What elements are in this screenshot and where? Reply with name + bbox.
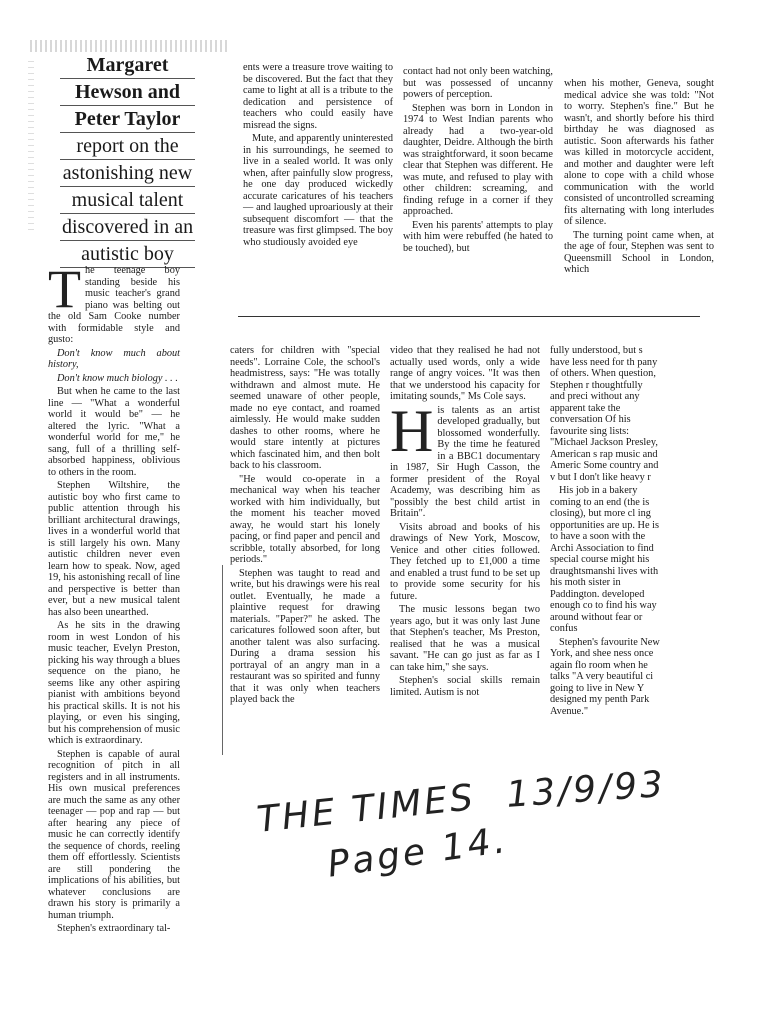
paragraph: fully understood, but s have less need for th pany of others. When question, Stephen r thoughtfully and preci without any apparent take the conversation Of his favourite sing lists: "Michael Jackson Presley, American s rap music and Americ Some country and v but I don't like heavy r [550, 345, 659, 483]
paragraph: "He would co-operate in a mechanical way when his teacher worked with him individually, but the moment his teacher moved away, he would start his lonely pacing, or find paper and pencil and scribble, totally absorbed, for long periods." [230, 473, 380, 565]
paragraph: The turning point came when, at the age of four, Stephen was sent to Queensmill School in London, which [564, 229, 714, 275]
paragraph: caters for children with "special needs". Lorraine Cole, the school's headmistress, says: "He was totally withdrawn and almost mute. He seemed unaware of other people, made no eye contact, and roamed aimlessly. He would make sudden dashes to other rooms, where he would stare intently at pictures which fascinated him, and then bolt back to his classroom. [230, 345, 380, 471]
handwritten-date: 13/9/93 [505, 763, 668, 816]
paragraph: Mute, and apparently uninterested in his surroundings, he seemed to live in a sealed world. It was only when, after painfully slow progress, he one day produced wickedly accurate caricatures of his teachers — and laughed uproariously at their subsequent discomfort — that the treasure was first glimpsed. The boy who studiously avoided eye [243, 133, 393, 248]
paragraph: Stephen's social skills remain limited. Autism is not [390, 675, 540, 698]
article-column-5 [230, 345, 380, 708]
article-column-2 [243, 62, 393, 250]
paragraph: contact had not only been watching, but was possessed of uncanny powers of perception. [403, 66, 553, 100]
headline-line-7: discovered in an [60, 214, 195, 241]
paragraph: Stephen was taught to read and write, but his drawings were his real outlet. Eventually, he made a plaintive request for drawing materials. "Paper?" he asked. The caricatures followed soon after, but another talent was also surfacing. During a drama session his portrayal of an angry man in a restaurant was so spirited and funny that it was only when teachers played back the [230, 567, 380, 705]
headline-line-8: autistic boy [60, 241, 195, 268]
handwritten-page: Page 14. [325, 819, 511, 886]
paragraph: Even his parents' attempts to play with him were rebuffed (he hated to be touched), but [403, 219, 553, 254]
article-column-7-cropped [550, 345, 660, 719]
paragraph: Stephen is capable of aural recognition of pitch in all registers and in all instruments. His own musical preferences are much the same as any other teenager — pop and rap — but after hearing any piece of music he can correctly identify the sequence of chords, reeling them off effortlessly. Scientists are still pondering the implications of his abilities, but whatever conclusions are drawn his story is primarily a human triumph. [48, 748, 180, 921]
article-column-3 [403, 66, 553, 256]
lyric-line: Don't know much biology . . . [57, 372, 178, 384]
drop-cap-h: H [390, 397, 434, 464]
paragraph: Stephen's extraordinary tal- [57, 923, 171, 934]
headline-byline-1: Margaret [60, 52, 195, 79]
section-rule [238, 316, 700, 317]
paragraph: Stephen was born in London in 1974 to West Indian parents who already had a two-year-old daughter, Deidre. Although the birth was straightforward, it soon became clear that Stephen was different. He was mute, and refused to play with other children: screaming, and finding refuge in a corner if they approached. [403, 102, 553, 217]
paragraph: he teenage boy standing beside his music teacher's grand piano was belting out the old Sam Cooke number with formidable style and gusto: [48, 265, 180, 345]
paragraph: is talents as an artist developed gradually, but blossomed wonderfully. By the time he featured in a BBC1 documentary in 1987, Sir Hugh Casson, the former president of the Royal Academy, was describing him as "possibly the best child artist in Britain". [390, 404, 540, 519]
column-marker [222, 565, 223, 755]
article-column-1 [48, 259, 180, 937]
article-column-6 [390, 345, 540, 700]
paragraph: Stephen's favourite New York, and shee ness once again flo room when he talks "A very beautiful ci going to live in New Y designed my penth Park Avenue." [550, 636, 660, 717]
lyric-line: Don't know much about history, [48, 347, 180, 370]
paragraph: As he sits in the drawing room in west London of his music teacher, Evelyn Preston, picking his way through a blues sequence on the piano, he seems like any other aspiring pianist with ambitions beyond his practical skills. It is not his playing, or even his singing, but his comprehension of music which is extraordinary. [48, 620, 180, 746]
article-column-4 [564, 78, 714, 278]
paragraph: when his mother, Geneva, sought medical advice she was told: "Not to worry. Stephen's fine." But he wasn't, and shortly before his third birthday he was diagnosed as autistic. Soon afterwards his father was killed in motorcycle accident, and mother and daughter were left alone to cope with a child whose communication with the world consisted of uncontrolled screaming fits alternating with long interludes of silence. [564, 78, 714, 227]
paragraph: Stephen Wiltshire, the autistic boy who first came to public attention through his brilliant architectural drawings, lives in a wonderful world that is still largely his own. Many autistic children never even learn how to speak. Now, aged 19, his astonishing recall of line and perspective is better than ever, but a new musical talent has also been unearthed. [48, 480, 180, 618]
headline-line-4: report on the [60, 133, 195, 160]
handwritten-source: THE TIMES [255, 777, 478, 841]
scan-noise-left [28, 60, 34, 230]
paragraph: But when he came to the last line — "What a wonderful world it would be" — he altered the lyric. "What a wonderful world for me," he sang, full of a thrilling self-absorbed happiness, oblivious to others in the room. [48, 386, 180, 478]
headline [60, 52, 195, 268]
headline-line-5: astonishing new [60, 160, 195, 187]
headline-byline-3: Peter Taylor [60, 106, 195, 133]
scan-noise-top [30, 40, 230, 52]
paragraph: video that they realised he had not actually used words, only a wide range of angry voices. "It was then that we understood his capacity for imitating sounds," Ms Cole says. [390, 345, 540, 402]
paragraph: The music lessons began two years ago, but it was only last June that Stephen's teacher, Ms Preston, realised that he was a musical savant. "He can go just as far as I can take him," she says. [390, 604, 540, 673]
headline-line-6: musical talent [60, 187, 195, 214]
headline-byline-2: Hewson and [60, 79, 195, 106]
paragraph: His job in a bakery coming to an end (the is closing), but more cl ing opportunities are up. He is to have a soon with the Archi Association to find special course might his draughtsmanshi lives with his moth sister in Paddington. developed enough co to find his way around without fear or confus [550, 485, 659, 634]
drop-cap-t: T [48, 259, 81, 319]
paragraph: ents were a treasure trove waiting to be discovered. But the fact that they came to light at all is a tribute to the dedication and persistence of teachers who could easily have misread the signs. [243, 62, 393, 131]
paragraph: Visits abroad and books of his drawings of New York, Moscow, Venice and other cities followed. They fetched up to £1,000 a time and enabled a trust fund to be set up to provide some security for his future. [390, 521, 540, 602]
